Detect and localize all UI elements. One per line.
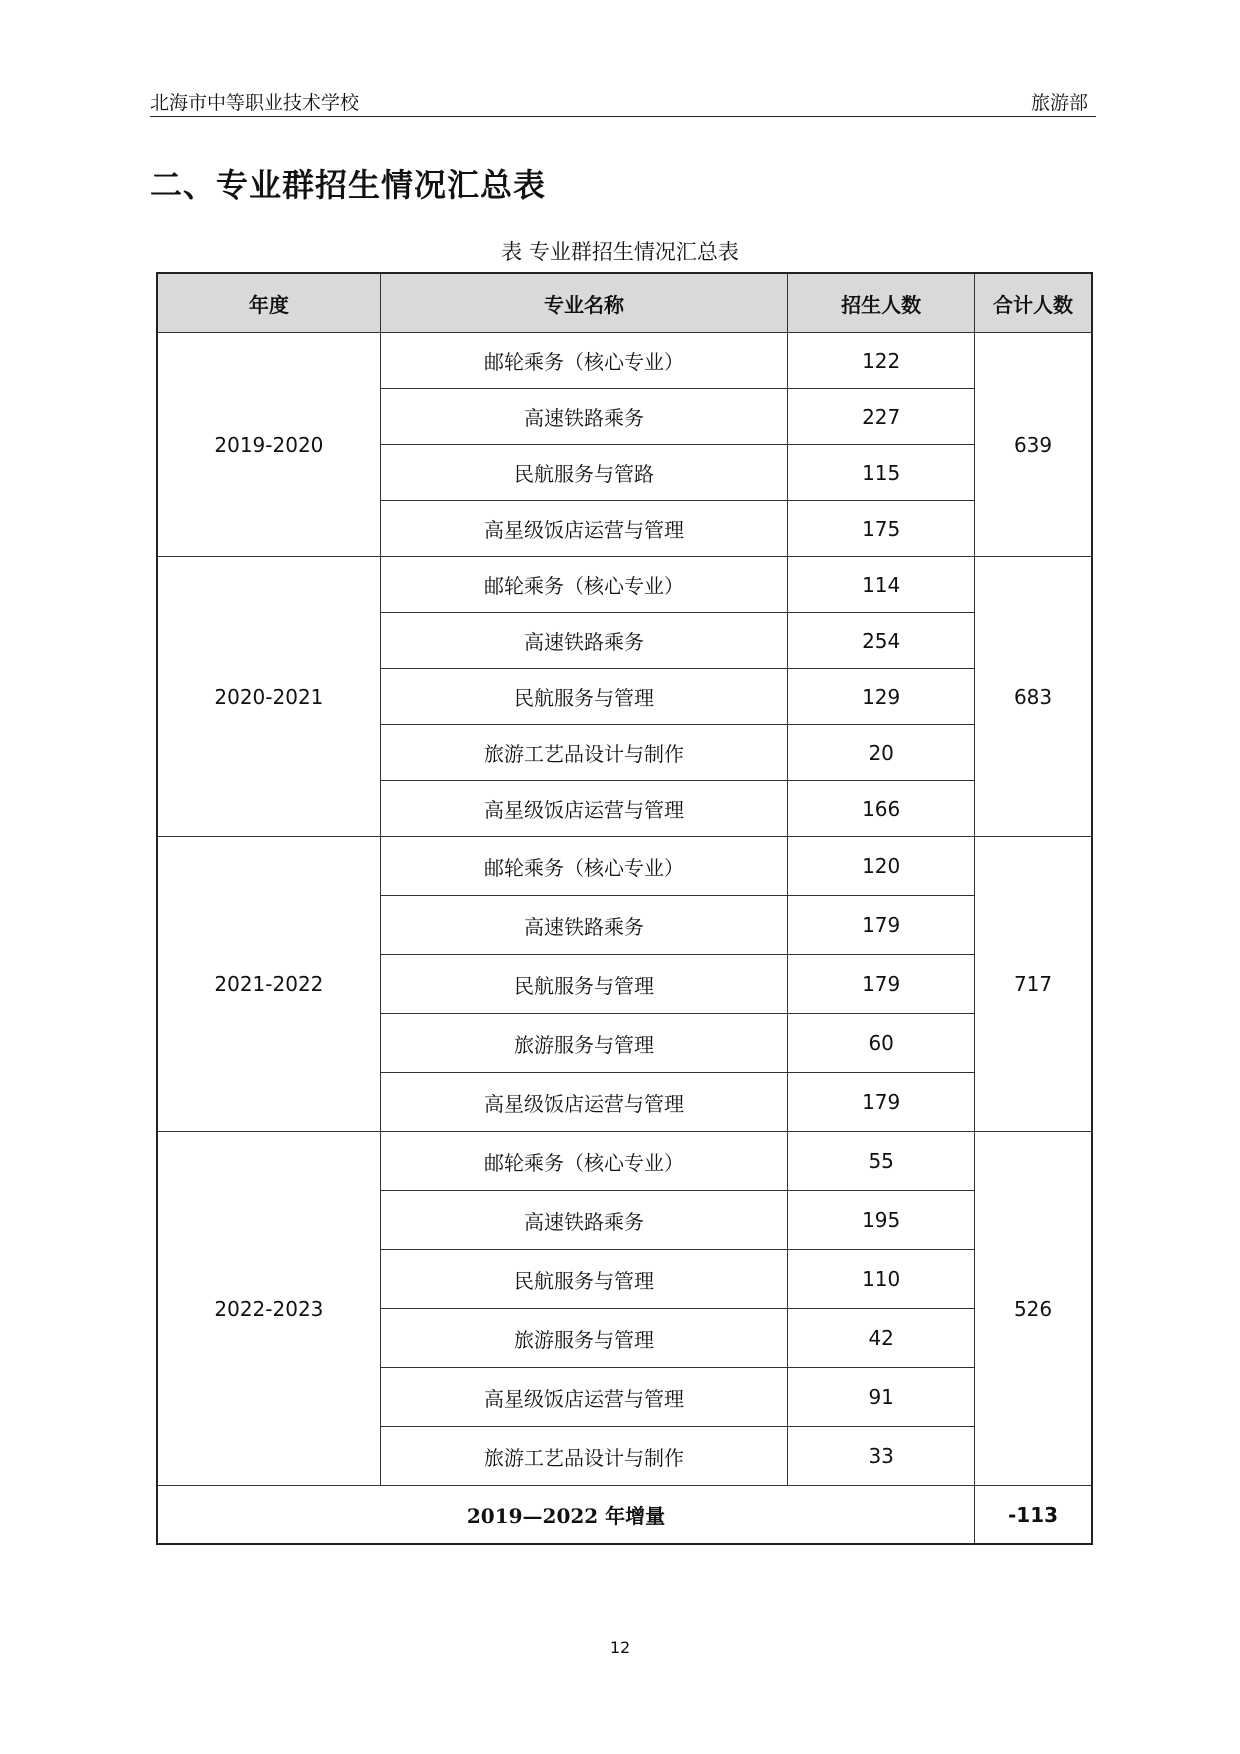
major-cell: 高速铁路乘务: [380, 613, 788, 669]
major-cell: 旅游服务与管理: [380, 1309, 788, 1368]
major-cell: 邮轮乘务（核心专业）: [380, 837, 788, 896]
column-header-major: 专业名称: [380, 273, 788, 333]
table-caption: 表 专业群招生情况汇总表: [501, 240, 739, 264]
major-cell: 民航服务与管理: [380, 1250, 788, 1309]
major-cell: 旅游工艺品设计与制作: [380, 725, 788, 781]
table-row: [157, 333, 1092, 389]
enrollment-cell: 33: [788, 1427, 975, 1486]
enrollment-cell: 91: [788, 1368, 975, 1427]
section-title: 二、专业群招生情况汇总表: [150, 166, 547, 204]
page-header: [150, 86, 1096, 117]
total-cell: 683: [975, 557, 1092, 837]
increment-label: 2019—2022 年增量: [157, 1486, 975, 1545]
increment-value: -113: [975, 1486, 1092, 1545]
year-cell: 2019-2020: [157, 333, 380, 557]
enrollment-cell: 254: [788, 613, 975, 669]
enrollment-cell: 179: [788, 896, 975, 955]
enrollment-cell: 195: [788, 1191, 975, 1250]
column-header-enrollment: 招生人数: [788, 273, 975, 333]
major-cell: 邮轮乘务（核心专业）: [380, 1132, 788, 1191]
major-cell: 高星级饭店运营与管理: [380, 1368, 788, 1427]
enrollment-cell: 120: [788, 837, 975, 896]
enrollment-cell: 55: [788, 1132, 975, 1191]
year-cell: 2021-2022: [157, 837, 380, 1132]
enrollment-cell: 129: [788, 669, 975, 725]
year-cell: 2022-2023: [157, 1132, 380, 1486]
major-cell: 高速铁路乘务: [380, 896, 788, 955]
total-cell: 639: [975, 333, 1092, 557]
table-footer-row: [157, 1486, 1092, 1545]
enrollment-summary-table: [156, 272, 1093, 1545]
enrollment-cell: 114: [788, 557, 975, 613]
enrollment-cell: 115: [788, 445, 975, 501]
column-header-total: 合计人数: [975, 273, 1092, 333]
total-cell: 526: [975, 1132, 1092, 1486]
major-cell: 高速铁路乘务: [380, 1191, 788, 1250]
enrollment-cell: 20: [788, 725, 975, 781]
major-cell: 旅游服务与管理: [380, 1014, 788, 1073]
enrollment-cell: 166: [788, 781, 975, 837]
major-cell: 民航服务与管路: [380, 445, 788, 501]
table-row: [157, 837, 1092, 896]
page-number: 12: [609, 1638, 631, 1657]
major-cell: 邮轮乘务（核心专业）: [380, 333, 788, 389]
table-row: [157, 1132, 1092, 1191]
major-cell: 高星级饭店运营与管理: [380, 781, 788, 837]
major-cell: 高星级饭店运营与管理: [380, 501, 788, 557]
enrollment-cell: 227: [788, 389, 975, 445]
table-header-row: [157, 273, 1092, 333]
total-cell: 717: [975, 837, 1092, 1132]
major-cell: 邮轮乘务（核心专业）: [380, 557, 788, 613]
major-cell: 高速铁路乘务: [380, 389, 788, 445]
major-cell: 民航服务与管理: [380, 955, 788, 1014]
department-name: 旅游部: [1030, 92, 1088, 114]
enrollment-cell: 179: [788, 955, 975, 1014]
enrollment-cell: 122: [788, 333, 975, 389]
major-cell: 旅游工艺品设计与制作: [380, 1427, 788, 1486]
enrollment-cell: 175: [788, 501, 975, 557]
enrollment-cell: 42: [788, 1309, 975, 1368]
year-cell: 2020-2021: [157, 557, 380, 837]
table-row: [157, 557, 1092, 613]
major-cell: 高星级饭店运营与管理: [380, 1073, 788, 1132]
enrollment-cell: 110: [788, 1250, 975, 1309]
school-name: 北海市中等职业技术学校: [150, 92, 360, 114]
major-cell: 民航服务与管理: [380, 669, 788, 725]
enrollment-cell: 179: [788, 1073, 975, 1132]
enrollment-cell: 60: [788, 1014, 975, 1073]
column-header-year: 年度: [157, 273, 380, 333]
